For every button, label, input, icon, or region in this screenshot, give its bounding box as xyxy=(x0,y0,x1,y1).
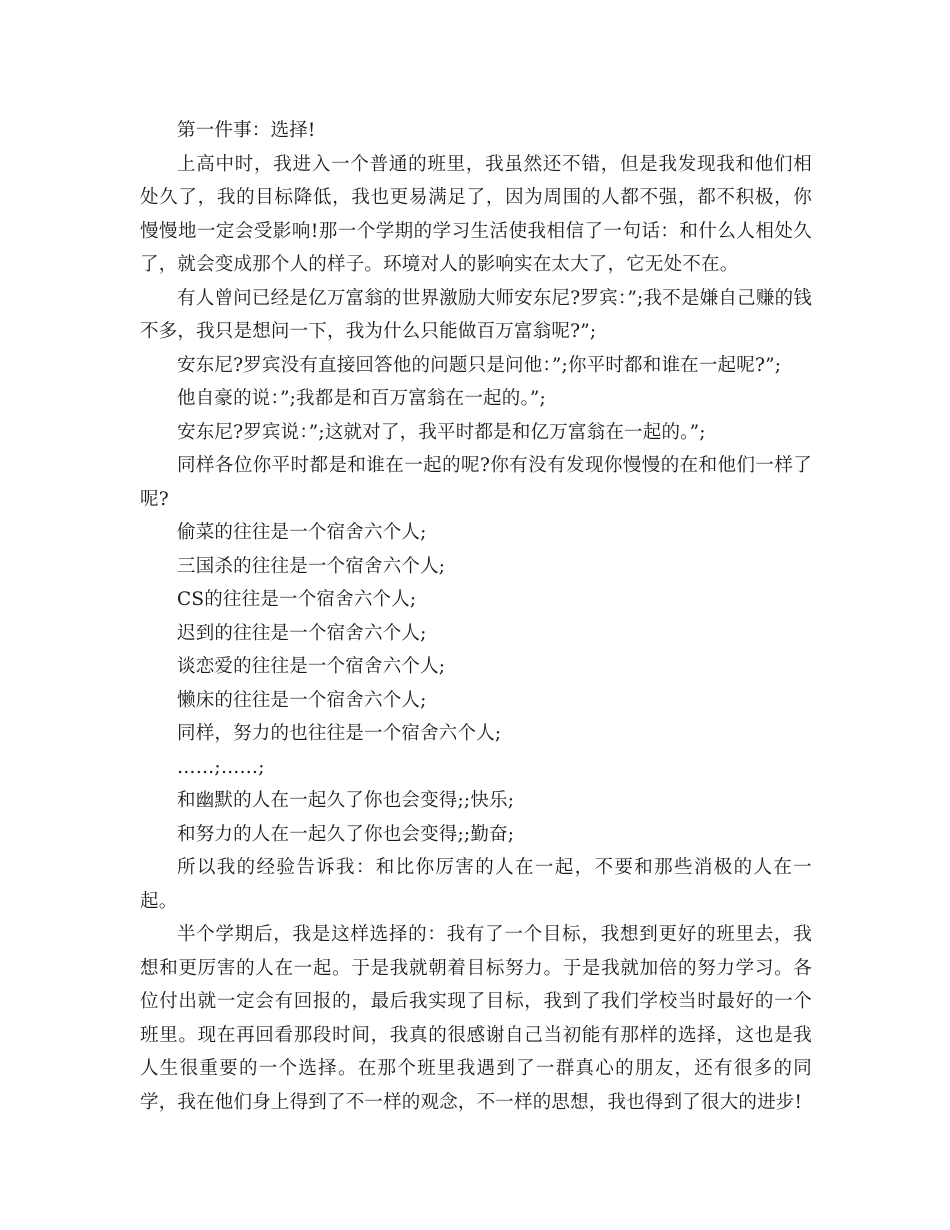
list-line: 和努力的人在一起久了你也会变得;;勤奋; xyxy=(177,823,515,845)
list-line: 谈恋爱的往往是一个宿舍六个人; xyxy=(177,656,446,677)
paragraph: 他自豪的说：”;我都是和百万富翁在一起的。”; xyxy=(177,388,546,409)
list-line: 和幽默的人在一起久了你也会变得;;快乐; xyxy=(177,790,515,811)
list-line: CS的往往是一个宿舍六个人; xyxy=(177,589,417,610)
paragraph: 安东尼?罗宾说：”;这就对了，我平时都是和亿万富翁在一起的。”; xyxy=(177,421,706,443)
list-line: 偷菜的往往是一个宿舍六个人; xyxy=(177,522,427,543)
paragraph: 上高中时，我进入一个普通的班里，我虽然还不错，但是我发现我和他们相处久了，我的目标降低，我也更易满足了，因为周围的人都不强，都不积极，你慢慢地一定会受影响!那一个学期的学习生活使我相信了一句话：和什么人相处久了，就会变成那个人的样子。环境对人的影响实在太大了，它无处不在。 xyxy=(140,153,812,275)
list-line: 迟到的往往是一个宿舍六个人; xyxy=(177,622,427,644)
paragraph: 半个学期后，我是这样选择的：我有了一个目标，我想到更好的班里去，我想和更厉害的人在一起。于是我就朝着目标努力。于是我就加倍的努力学习。各位付出就一定会有回报的，最后我实现了目标，我到了我们学校当时最好的一个班里。现在再回看那段时间，我真的很感谢自己当初能有那样的选择，这也是我人生很重要的一个选择。在那个班里我遇到了一群真心的朋友，还有很多的同学，我在他们身上得到了不一样的观念，不一样的思想，我也得到了很大的进步! xyxy=(140,924,812,1113)
paragraph: 安东尼?罗宾没有直接回答他的问题只是问他：”;你平时都和谁在一起呢?”; xyxy=(177,354,782,376)
list-line: 三国杀的往往是一个宿舍六个人; xyxy=(177,555,446,577)
document-body xyxy=(140,114,812,1119)
paragraph: 同样各位你平时都是和谁在一起的呢?你有没有发现你慢慢的在和他们一样了呢? xyxy=(140,455,812,510)
section-heading: 第一件事：选择! xyxy=(177,120,316,141)
paragraph: 有人曾问已经是亿万富翁的世界激励大师安东尼?罗宾：”;我不是嫌自己赚的钱不多，我只是想问一下，我为什么只能做百万富翁呢?”; xyxy=(140,287,812,342)
list-line: ……;……; xyxy=(177,756,265,778)
paragraph: 所以我的经验告诉我：和比你厉害的人在一起，不要和那些消极的人在一起。 xyxy=(140,857,812,912)
list-line: 懒床的往往是一个宿舍六个人; xyxy=(177,689,427,711)
list-line: 同样，努力的也往往是一个宿舍六个人; xyxy=(177,723,502,744)
